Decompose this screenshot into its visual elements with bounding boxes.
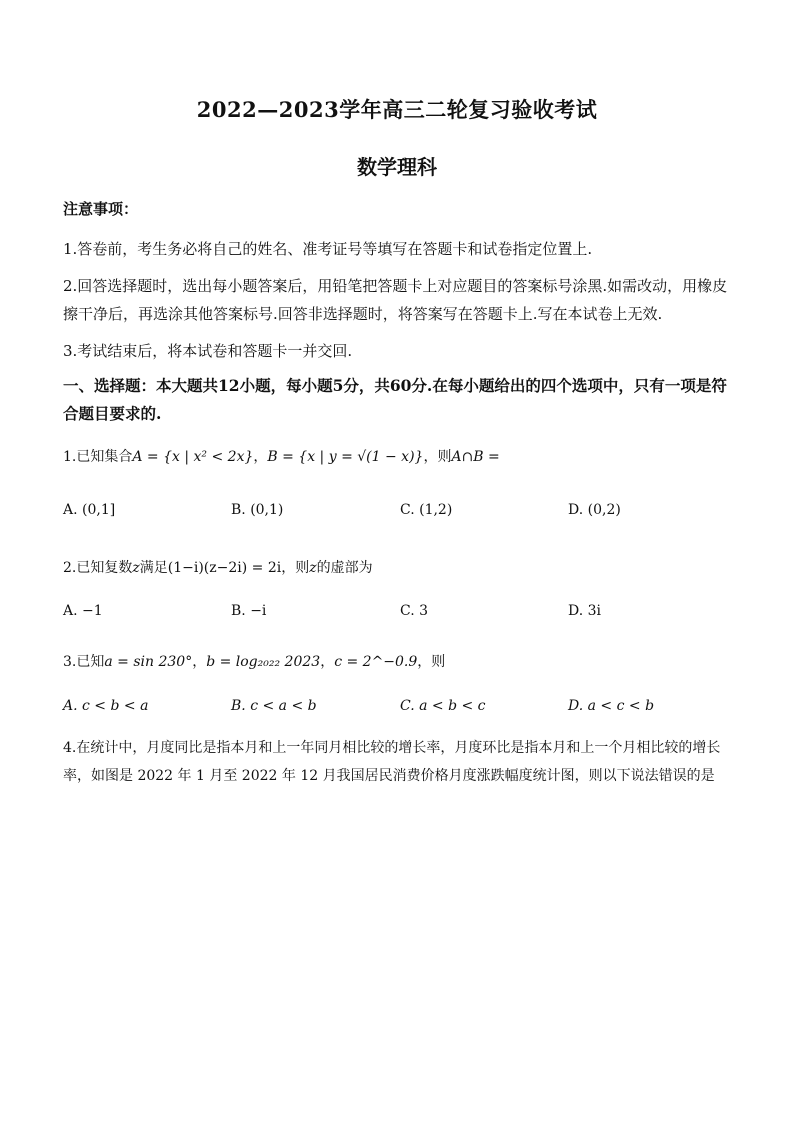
question-4: 4.在统计中，月度同比是指本月和上一年同月相比较的增长率，月度环比是指本月和上一个月相比较的增长率，如图是 2022 年 1 月至 2022 年 12 月我国居民消费价格月度涨跌幅度统计图，则以下说法错误的是 [63, 740, 721, 784]
q1-option-c[interactable]: C. (1,2) [400, 502, 453, 518]
q1-options [63, 502, 763, 528]
question-3 [63, 649, 735, 675]
q1-expr: A∩B = [451, 449, 500, 465]
q2-option-c[interactable]: C. 3 [400, 603, 429, 619]
q1-option-b[interactable]: B. (0,1) [231, 502, 284, 518]
q2-option-b[interactable]: B. −i [231, 603, 267, 619]
question-2 [63, 555, 735, 581]
notice-item-3: 3.考试结束后，将本试卷和答题卡一并交回. [63, 342, 353, 360]
section-heading-choice: 一、选择题：本大题共12小题，每小题5分，共60分.在每小题给出的四个选项中，只有一项是符合题目要求的. [63, 376, 727, 423]
q3-option-a[interactable]: A. c < b < a [63, 698, 149, 714]
q1-text-a: 1.已知集合 [63, 449, 133, 465]
exam-subject: 数学理科 [357, 155, 437, 179]
notice-item-1: 1.答卷前，考生务必将自己的姓名、准考证号等填写在答题卡和试卷指定位置上. [63, 240, 593, 258]
q2-var-2: z [309, 560, 317, 576]
notice-heading: 注意事项： [63, 200, 139, 218]
q3-option-d[interactable]: D. a < c < b [568, 698, 655, 714]
q1-set-b: B = {x | y = √(1 − x)} [267, 449, 424, 465]
q3-sep-1: ， [192, 654, 207, 670]
q2-options [63, 603, 763, 629]
q1-text-b: ，则 [423, 449, 452, 465]
q3-text-b: ，则 [417, 654, 446, 670]
q2-text-b: 满足 [139, 560, 168, 576]
q1-sep: ， [253, 449, 268, 465]
q3-options [63, 698, 763, 724]
q1-set-a: A = {x | x² < 2x} [132, 449, 254, 465]
q2-text-a: 2.已知复数 [63, 560, 133, 576]
q2-expr: (1−i)(z−2i) = 2i [167, 560, 282, 576]
q3-option-c[interactable]: C. a < b < c [400, 698, 486, 714]
q1-option-d[interactable]: D. (0,2) [568, 502, 621, 518]
q3-c-expr: c = 2^−0.9 [334, 654, 418, 670]
q3-sep-2: ， [320, 654, 335, 670]
exam-title: 2022—2023学年高三二轮复习验收考试 [196, 97, 598, 122]
question-1 [63, 444, 735, 470]
q3-option-b[interactable]: B. c < a < b [231, 698, 317, 714]
q2-option-d[interactable]: D. 3i [568, 603, 602, 619]
q2-text-d: 的虚部为 [316, 560, 373, 576]
q3-a-expr: a = sin 230° [104, 654, 193, 670]
q2-option-a[interactable]: A. −1 [63, 603, 103, 619]
notice-item-2: 2.回答选择题时，选出每小题答案后，用铅笔把答题卡上对应题目的答案标号涂黑.如需改动，用橡皮擦干净后，再选涂其他答案标号.回答非选择题时，将答案写在答题卡上.写在本试卷上无效. [63, 277, 728, 323]
q3-b-expr: b = log₂₀₂₂ 2023 [206, 654, 321, 670]
q1-option-a[interactable]: A. (0,1] [63, 502, 116, 518]
q2-text-c: ，则 [281, 560, 310, 576]
q2-var: z [132, 560, 140, 576]
q3-text-a: 3.已知 [63, 654, 105, 670]
